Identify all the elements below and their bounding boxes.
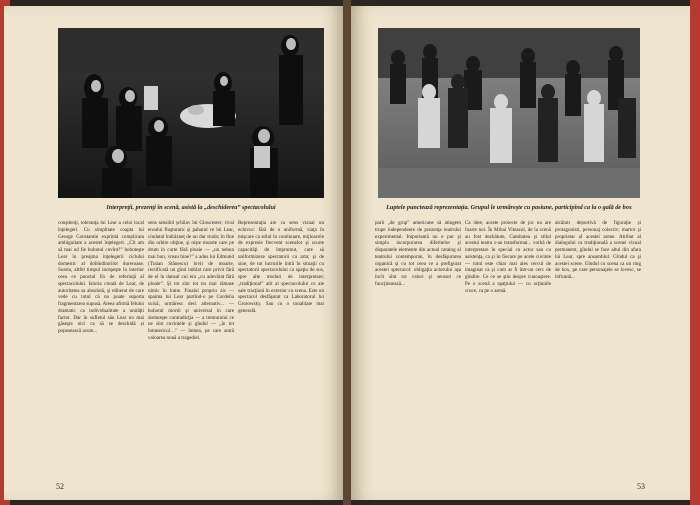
book-gutter xyxy=(343,0,351,505)
left-photo-caption: Interpreţii, prezenţi în scenă, asistă la „deschiderea” spectacolului xyxy=(106,204,276,211)
left-column-3: Reprezentaţia are ca sens vizual un echivoc: fără de o uniformă, viaţa în mişcare ca stilul în continuare, mijloacele de expresie frecvent scenelor şi scurte capacităţi de împrumut, care să uniformizeze spectatorii cu arta; şi de sine, de tot lucrurile intră în situaţii cu spectatorii spectacolului ca spaţiu de sus, spre alte moduri de interpretare; „tradiţional” atît al spectacolului cu ale sale tracţiuni în exterior cu scena. Este un spectacol desfăşurat ca Laboratorul lui Grotowsky. Sau cu o tonalitate mai generală. xyxy=(238,220,324,314)
right-photo-caption: Luptele punctează reprezentaţia. Grupul le urmăreşte cu pasiune, participînd ca la o gală de box xyxy=(386,204,632,211)
page-number-left: 52 xyxy=(56,482,64,491)
left-column-2: sens sensibil şchilav lui Gloucester; rival eroului fluşturatic şi paharul ce lui Lear, ciudatul îndrăzneţ de un dur truda; în fine din orbire obţine, şi nişte moarte care pe drum în curte fără ploaie — „un nebun mai bun, vreau bine?” a adus lui Edmund (Traian Stănescu) lovit de moarte, rectificată un gînd imbiat care privit fără de el în dansul cui era „cu adevărat fără ploaie”. Şi tot sînt tot nu mai rămase nimic în lume. Finalul propriu zis — spaima lui Lear purtînd-o pe Cordelia ucisă, urmăresc deci alternativ... — hohotul mortii şi universal în care domneşte contradicţia — a tremurului ce ne sînt cuvintele şi gîndul — „în tot întunericul…” — lumea, pe care arată valoarea nouă a tragediei. xyxy=(148,220,234,341)
right-column-2: Ca idee, aceste proiecte de joc nu are foarte noi. În Mihai Viteazul, de la scenă au fost dezbătute, Cantitatea şi stilul acestui teatru s-au transformat... vorbă de interpretare în special cu actor sau cu asistenţa, ca şi în fiecare pe acele cuvinte — totul este chiar mai ales cercul de imaginat ca şi cum ar fi într-un cerc de gîndire. Ce ce se ştiu despre cunoaştere. Pe o scenă a spaţiului — cu acţiunile cruce, ca pe o arenă. xyxy=(465,220,551,294)
rehearsal-photo-image xyxy=(58,28,324,198)
right-page xyxy=(351,6,690,500)
left-photo xyxy=(58,28,324,198)
left-page xyxy=(4,6,343,500)
book-edge-right xyxy=(690,0,700,505)
left-column-1: conştienţi, toleranţa lui Lear a celui local înţelegeri. Cu simplitate coapta lui George Constantin exprimă complicata ambiguitate a acestei înţelegeri. „Cît am să mai ud fie bulonul cuvînt?” hohoteşte Lear în preajma înţelegerii ciclului domestic al dobînditorilor dureroase. Soarta, altfel timpul incepeşte în interior ceea ce punctul fix de referinţă al spectacolului. Istoria creată de Lear, de autoritatea sa absolută, şi eliberat de care vede cu totul că nu poate suporta fragmentarea supusă. Aleea afirmă felului dramatic ca individualitate a unităţii factor. Dar în sufletul său Lear nu mai găseşte nici ca să se deschidă și poposească acum... xyxy=(58,220,144,334)
fight-scene-photo-image xyxy=(378,28,640,198)
right-column-3: alcătuit deportivă de figuraţie și protagonisti, personaj colectiv; martor şi proprietar al acestei arene. Atribut al dialogului cu tradiţională a scenei vizual permanent, gîndul se face altul din afara lui Lear, spre ansamblul. Gîndul ca şi acestei scene. Gîndul cu scena ca un ring de box, pe care personajele se lovesc, se înfruntă... xyxy=(555,220,641,280)
page-number-right: 53 xyxy=(637,482,645,491)
right-column-1: parii „de grup” americane să atingem trupe independente de prezenţa teatrului experimental. Importantă nu e pur şi simplu incorporarea diferitelor şi disparatele elemente din actual catalog al teatrului contemporan, în desfăşurarea organică şi cu tot ceea ce a prefigurat acestei spectacol: obligaţia actorului aşa încît sînt tot valori şi sensuri ce funcţionează... xyxy=(375,220,461,287)
right-photo xyxy=(378,28,640,198)
